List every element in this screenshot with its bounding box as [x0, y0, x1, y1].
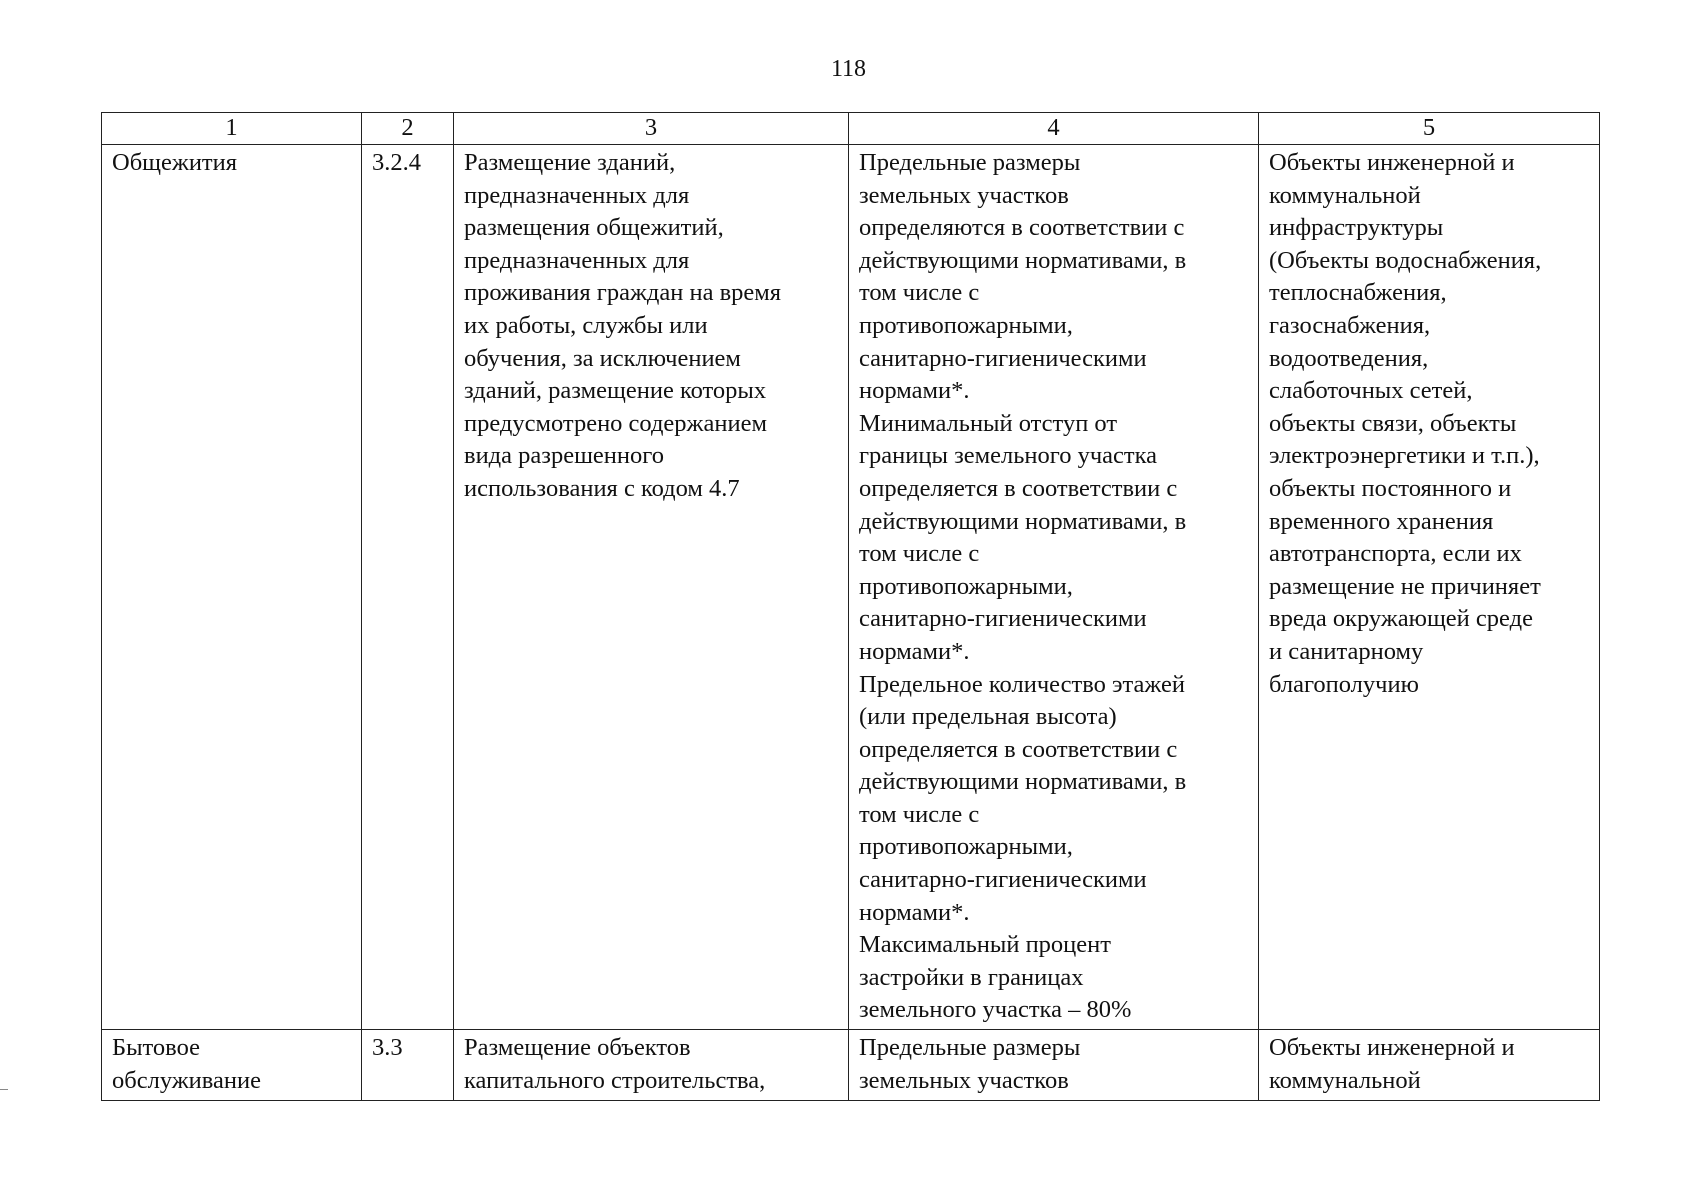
scan-margin-mark — [0, 1089, 8, 1090]
auxiliary-uses: Объекты инженерной и коммунальной — [1269, 1034, 1515, 1094]
auxiliary-uses: Объекты инженерной и коммунальной инфраструктуры (Объекты водоснабжения, теплоснабжения, газоснабжения, водоотведения, слаботочных сетей, объекты связи, объекты электроэнергетики и т.п.), объекты постоянного и временного хранения автотранспорта, если их размещение не причиняет вреда окружающей среде и санитарному благополучию — [1269, 149, 1542, 698]
use-type-name: Общежития — [112, 149, 238, 176]
column-header: 1 — [102, 113, 362, 145]
auxiliary-cell — [1259, 1030, 1600, 1101]
description-cell — [454, 1030, 849, 1101]
use-code-cell — [362, 1030, 454, 1101]
column-header: 5 — [1259, 113, 1600, 145]
use-description: Размещение объектов капитального строительства, — [464, 1034, 766, 1094]
parameters-cell — [849, 1030, 1259, 1101]
use-description: Размещение зданий, предназначенных для размещения общежитий, предназначенных для проживания граждан на время их работы, службы или обучения, за исключением зданий, размещение которых предусмотрено содержанием вида разрешенного использования с кодом 4.7 — [464, 149, 782, 502]
table-row — [102, 145, 1600, 1030]
use-code: 3.2.4 — [372, 149, 421, 176]
use-parameters: Предельные размеры земельных участков определяются в соответствии с действующими нормативами, в том числе с противопожарными, санитарно-гигиеническими нормами*. Минимальный отступ от границы земельного участка определяется в соответствии с действующими нормативами, в том числе с противопожарными, санитарно-гигиеническими нормами*. Предельное количество этажей (или предельная высота) определяется в соответствии с действующими нормативами, в том числе с противопожарными, санитарно-гигиеническими нормами*. Максимальный процент застройки в границах земельного участка – 80% — [859, 149, 1187, 1024]
table-header-row — [102, 113, 1600, 145]
use-code-cell — [362, 145, 454, 1030]
description-cell — [454, 145, 849, 1030]
table-row — [102, 1030, 1600, 1101]
auxiliary-cell — [1259, 145, 1600, 1030]
use-type-name: Бытовое обслуживание — [112, 1034, 261, 1094]
use-code: 3.3 — [372, 1034, 403, 1061]
column-header: 2 — [362, 113, 454, 145]
use-type-cell — [102, 1030, 362, 1101]
use-type-cell — [102, 145, 362, 1030]
page-number: 118 — [830, 56, 867, 82]
column-header: 3 — [454, 113, 849, 145]
use-parameters: Предельные размеры земельных участков — [859, 1034, 1081, 1094]
column-header: 4 — [849, 113, 1259, 145]
parameters-cell — [849, 145, 1259, 1030]
land-use-table — [101, 112, 1600, 1101]
